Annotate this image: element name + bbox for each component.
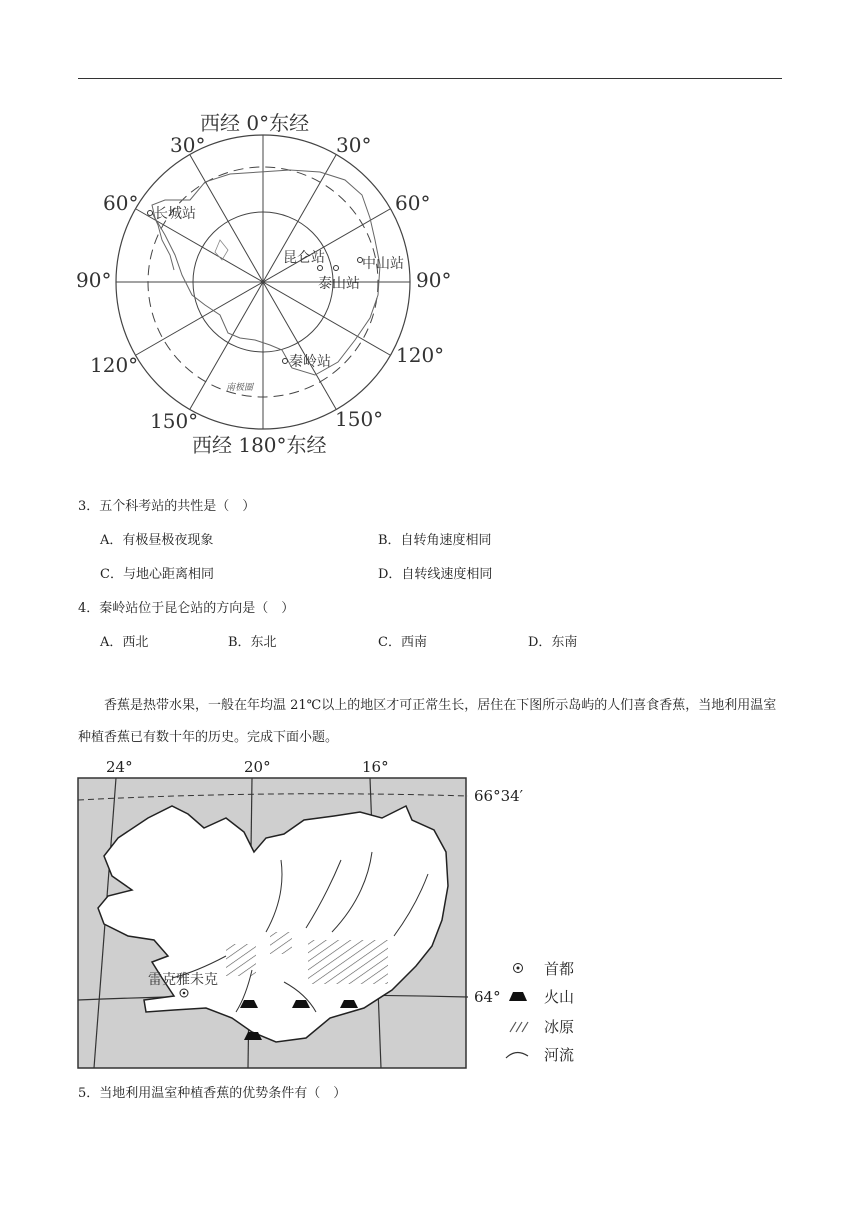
q4-option-a[interactable]: A．西北 — [100, 635, 149, 650]
legend — [506, 960, 574, 1064]
banana-passage: 香蕉是热带水果，一般在年均温 21℃以上的地区才可正常生长，居住在下图所示岛屿的人们喜食香蕉，当地利用温室种植香蕉已有数十年的历史。完成下面小题。 — [78, 698, 777, 745]
deg-150-left: 150° — [150, 409, 199, 433]
q4-option-d[interactable]: D．东南 — [528, 635, 578, 650]
antarctic-map — [70, 100, 470, 465]
deg-150-right: 150° — [335, 407, 384, 431]
antarctica-outline — [152, 170, 380, 375]
deg-120-left: 120° — [90, 353, 139, 377]
q3-option-d[interactable]: D．自转线速度相同 — [378, 567, 493, 582]
qinling-label: 秦岭站 — [289, 354, 331, 370]
legend-volcano-label: 火山 — [544, 988, 575, 1006]
q3-option-a[interactable]: A．有极昼极夜现象 — [100, 533, 214, 548]
q3-option-c[interactable]: C．与地心距离相同 — [100, 567, 214, 582]
top-label: 西经 0°东经 — [200, 111, 310, 135]
changcheng-dot — [148, 211, 153, 216]
deg-90-left: 90° — [76, 268, 112, 292]
iceland-map — [76, 756, 596, 1074]
legend-icefield-icon — [510, 1022, 528, 1032]
lon-16-label: 16° — [362, 758, 389, 776]
lat-64-label: 64° — [474, 988, 501, 1006]
kunlun-dot — [318, 266, 323, 271]
q3-option-b[interactable]: B．自转角速度相同 — [378, 533, 492, 548]
capital-marker-dot — [183, 992, 186, 995]
ice-shelf-outline — [215, 240, 228, 260]
deg-120-right: 120° — [396, 343, 445, 367]
deg-60-right: 60° — [395, 191, 431, 215]
antarctic-circle-label: 南极圈 — [226, 383, 254, 393]
legend-volcano-icon — [509, 992, 527, 1001]
legend-capital-dot — [517, 967, 520, 970]
icefield-north — [270, 932, 292, 954]
icefield-large — [308, 940, 388, 984]
q4-option-b[interactable]: B．东北 — [228, 635, 277, 650]
deg-30-left: 30° — [170, 133, 206, 157]
zhongshan-label: 中山站 — [362, 256, 404, 272]
q4-option-c[interactable]: C．西南 — [378, 635, 427, 650]
lon-20-label: 20° — [244, 758, 271, 776]
changcheng-label: 长城站 — [154, 206, 196, 222]
capital-label: 雷克雅未克 — [148, 972, 218, 988]
q5-stem: 5．当地利用温室种植香蕉的优势条件有（ ） — [78, 1086, 347, 1101]
meridians — [116, 135, 410, 429]
qinling-dot — [283, 359, 288, 364]
taishan-label: 泰山站 — [318, 276, 360, 292]
deg-90-right: 90° — [416, 268, 452, 292]
q3-stem: 3．五个科考站的共性是（ ） — [78, 499, 256, 514]
legend-icefield-label: 冰原 — [544, 1018, 575, 1036]
kunlun-label: 昆仑站 — [283, 250, 325, 266]
legend-capital-label: 首都 — [544, 960, 575, 978]
q4-stem: 4．秦岭站位于昆仑站的方向是（ ） — [78, 601, 295, 616]
header-rule — [78, 78, 782, 79]
deg-60-left: 60° — [103, 191, 139, 215]
legend-river-icon — [506, 1052, 528, 1058]
taishan-dot — [334, 266, 339, 271]
deg-30-right: 30° — [336, 133, 372, 157]
lon-24-label: 24° — [106, 758, 133, 776]
legend-river-label: 河流 — [544, 1046, 575, 1064]
bottom-label: 西经 180°东经 — [192, 433, 327, 457]
lat-top-label: 66°34′ — [474, 787, 524, 805]
